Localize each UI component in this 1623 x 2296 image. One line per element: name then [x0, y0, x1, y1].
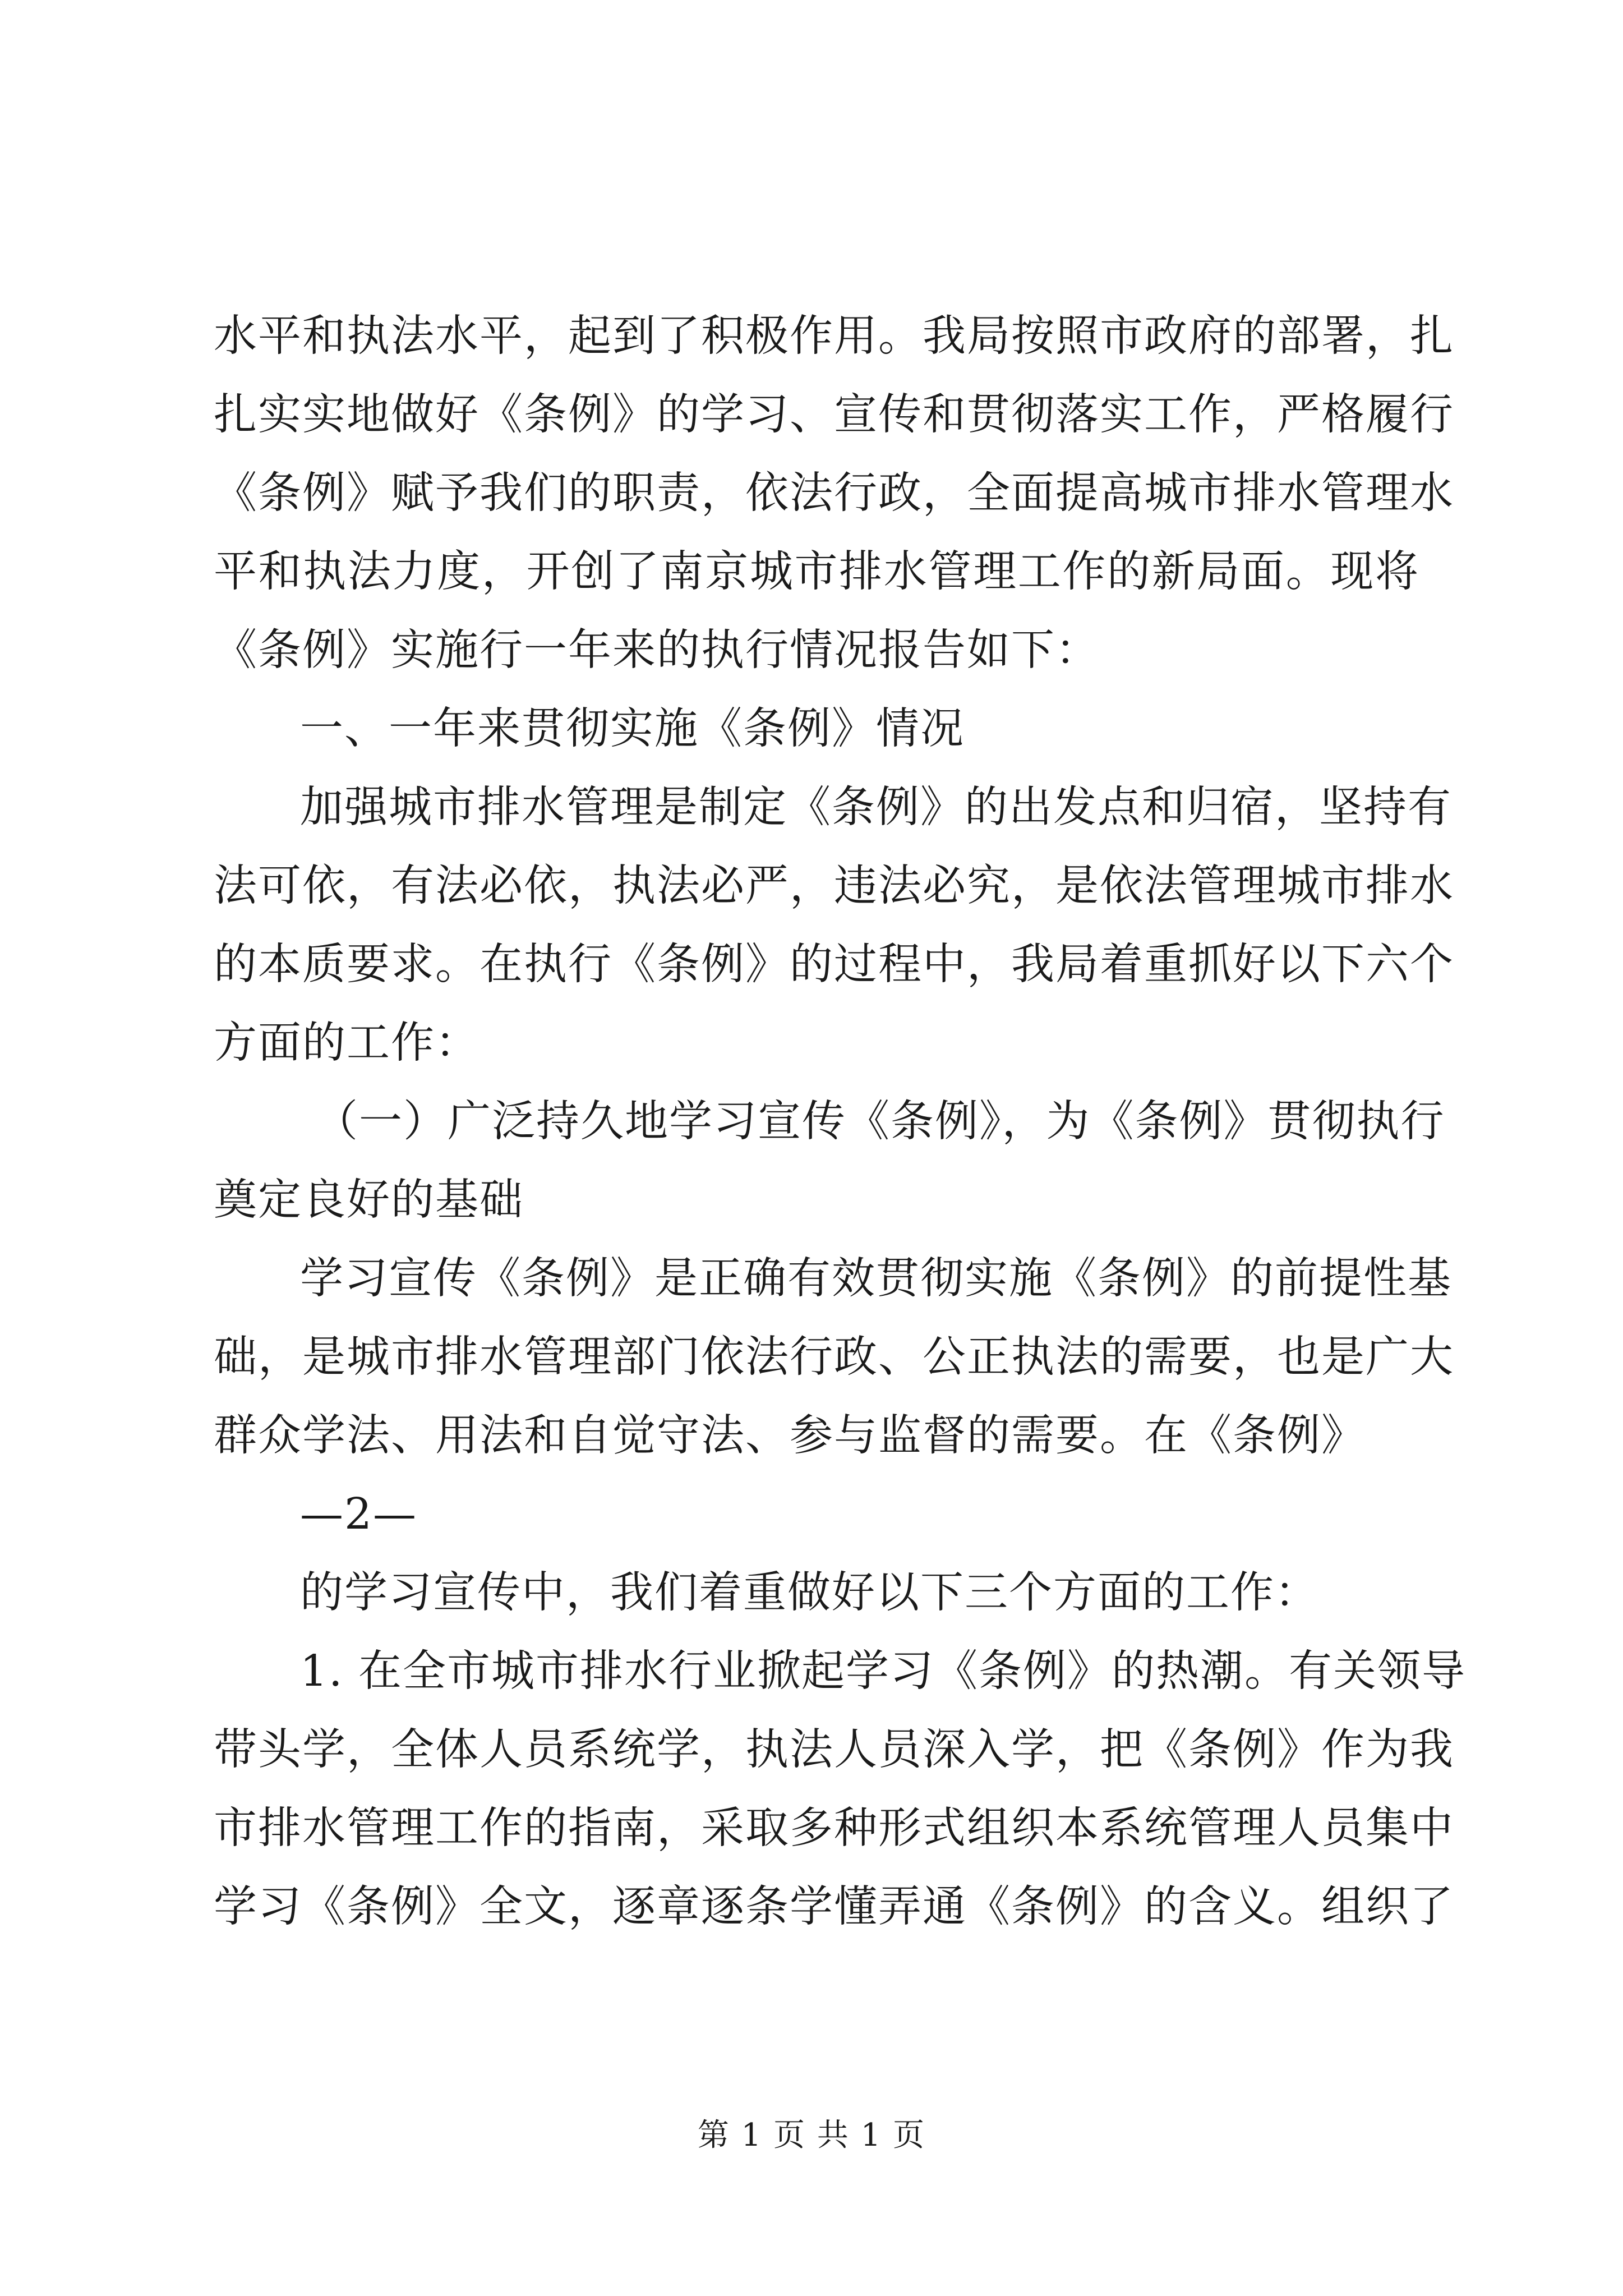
- text-line: 《条例》赋予我们的职责，依法行政，全面提高城市排水管理水: [214, 468, 1454, 518]
- page-footer: 第 1 页 共 1 页: [697, 2117, 926, 2154]
- page-number-marker: —2—: [300, 1489, 417, 1539]
- text-line: 奠定良好的基础: [214, 1175, 524, 1225]
- text-line: 的本质要求。在执行《条例》的过程中，我局着重抓好以下六个: [214, 940, 1454, 990]
- text-line: 市排水管理工作的指南，采取多种形式组织本系统管理人员集中: [214, 1803, 1454, 1853]
- text-line: 学习《条例》全文，逐章逐条学懂弄通《条例》的含义。组织了: [214, 1882, 1454, 1932]
- text-line: 带头学，全体人员系统学，执法人员深入学，把《条例》作为我: [214, 1725, 1454, 1775]
- document-body: [214, 297, 1466, 1947]
- text-line: 平和执法力度，开创了南京城市排水管理工作的新局面。现将: [214, 547, 1419, 597]
- text-line: 方面的工作：: [214, 1018, 479, 1068]
- text-line: （一）广泛持久地学习宣传《条例》，为《条例》贯彻执行: [315, 1097, 1445, 1147]
- text-line: 《条例》实施行一年来的执行情况报告如下：: [214, 625, 1100, 675]
- text-line: 1. 在全市城市排水行业掀起学习《条例》的热潮。有关领导: [300, 1646, 1466, 1696]
- text-line: 扎实实地做好《条例》的学习、宣传和贯彻落实工作，严格履行: [214, 390, 1454, 440]
- text-line: 学习宣传《条例》是正确有效贯彻实施《条例》的前提性基: [300, 1254, 1452, 1304]
- text-line: 础，是城市排水管理部门依法行政、公正执法的需要，也是广大: [214, 1332, 1454, 1382]
- text-line: 法可依，有法必依，执法必严，违法必究，是依法管理城市排水: [214, 861, 1454, 911]
- text-line: 群众学法、用法和自觉守法、参与监督的需要。在《条例》: [214, 1411, 1366, 1461]
- text-line: 一、一年来贯彻实施《条例》情况: [300, 704, 965, 754]
- text-line: 的学习宣传中，我们着重做好以下三个方面的工作：: [300, 1568, 1319, 1618]
- text-line: 加强城市排水管理是制定《条例》的出发点和归宿，坚持有: [300, 783, 1452, 832]
- text-line: 水平和执法水平，起到了积极作用。我局按照市政府的部署，扎: [214, 311, 1454, 361]
